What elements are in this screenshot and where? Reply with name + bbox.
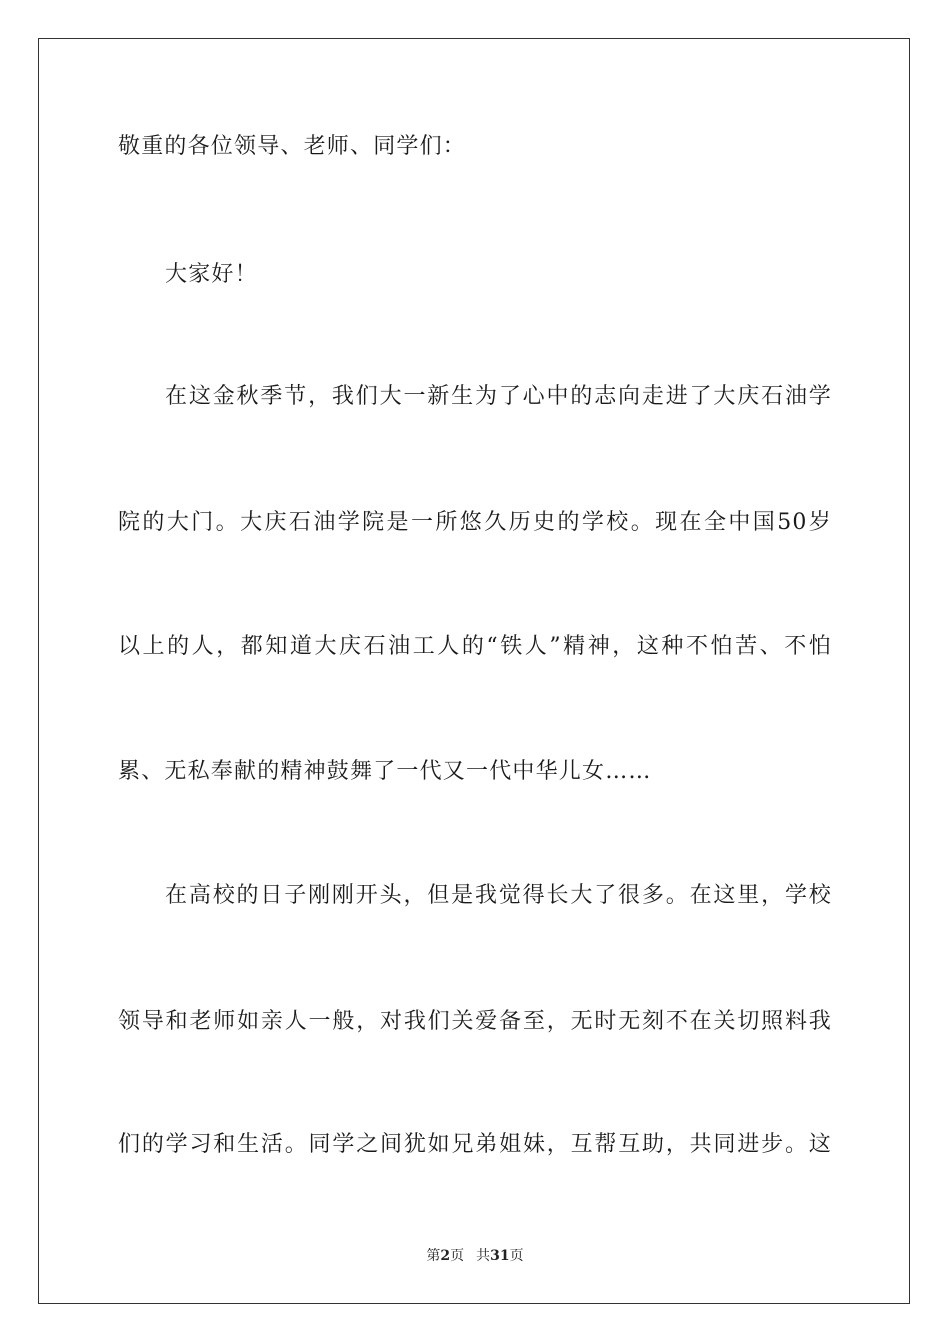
paragraph-1-line-4: 累、无私奉献的精神鼓舞了一代又一代中华儿女……: [118, 759, 652, 784]
paragraph-2-line-3: 们的学习和生活。同学之间犹如兄弟姐妹，互帮互助，共同进步。这: [118, 1132, 832, 1157]
greeting: 大家好！: [165, 262, 258, 287]
page-label-prefix: 第: [426, 1248, 441, 1264]
total-pages: 31: [490, 1248, 510, 1264]
paragraph-1-line-2: 院的大门。大庆石油学院是一所悠久历史的学校。现在全中国50岁: [118, 510, 832, 535]
paragraph-1-line-3: 以上的人，都知道大庆石油工人的“铁人”精神，这种不怕苦、不怕: [118, 634, 832, 659]
page-border: [38, 38, 910, 1304]
paragraph-2-line-2: 领导和老师如亲人一般，对我们关爱备至，无时无刻不在关切照料我: [118, 1009, 832, 1034]
total-label-suffix: 页: [509, 1248, 524, 1264]
page-footer: [0, 1246, 950, 1266]
salutation: 敬重的各位领导、老师、同学们：: [118, 134, 467, 159]
paragraph-2-line-1: 在高校的日子刚刚开头，但是我觉得长大了很多。在这里，学校: [165, 883, 832, 908]
page-number: 2: [440, 1248, 451, 1264]
total-label-prefix: 共: [476, 1248, 491, 1264]
paragraph-1-line-1: 在这金秋季节，我们大一新生为了心中的志向走进了大庆石油学: [165, 384, 832, 409]
page-label-suffix: 页: [450, 1248, 465, 1264]
